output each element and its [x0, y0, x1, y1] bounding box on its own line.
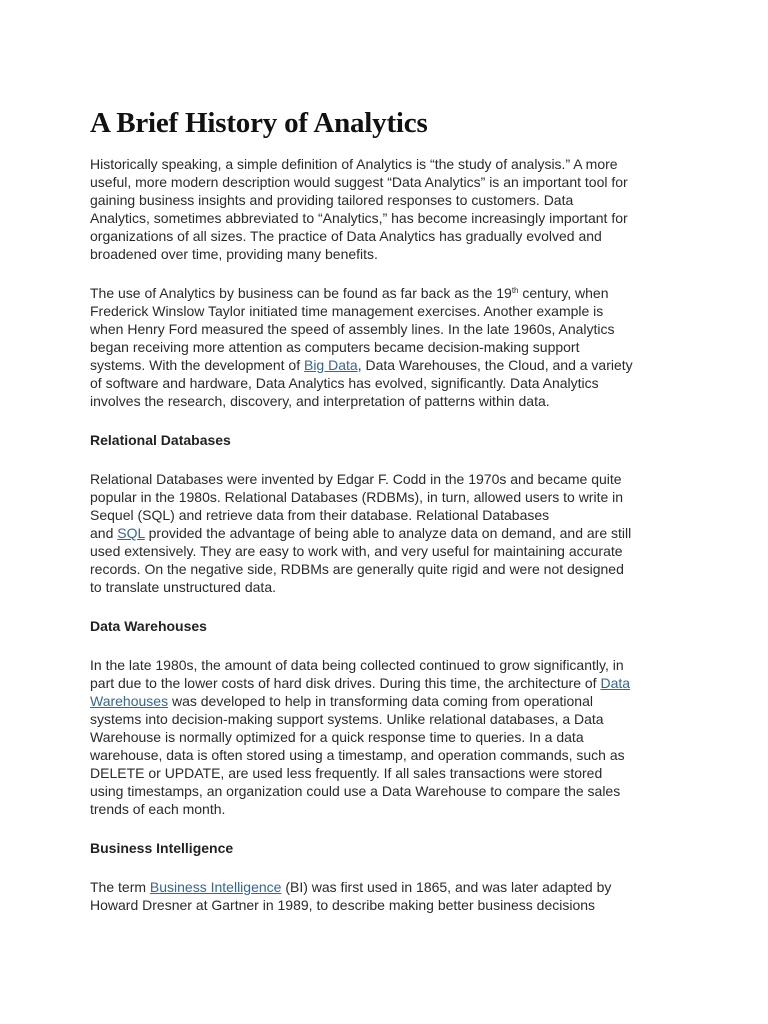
document-page [90, 105, 690, 935]
usage-text-3: , Data Warehouses, the Cloud, and a variety of software and hardware, Data Analytics has evolved, significantly. Data Analytics involves the research, discovery, and interpretation of patterns within data. [90, 357, 633, 409]
bi-text-1: The term [90, 879, 150, 895]
page-title: A Brief History of Analytics [90, 107, 428, 139]
usage-paragraph [90, 284, 690, 410]
business-intelligence-heading: Business Intelligence [90, 840, 234, 856]
relational-paragraph [90, 470, 690, 596]
warehouses-paragraph [90, 656, 690, 818]
bi-paragraph [90, 878, 690, 914]
data-warehouses-heading: Data Warehouses [90, 618, 207, 634]
intro-paragraph: Historically speaking, a simple definition of Analytics is “the study of analysis.” A more useful, more modern description would suggest “Data Analytics” is an important tool for gaining business insights and providing tailored responses to customers. Data Analytics, sometimes abbreviated to “Analytics,” has become increasingly important for organizations of all sizes. The practice of Data Analytics has gradually evolved and broadened over time, providing many benefits. [90, 156, 628, 262]
business-intelligence-link[interactable]: Business Intelligence [149, 879, 282, 895]
sql-link[interactable]: SQL [117, 525, 145, 541]
usage-text-2: century, when Frederick Winslow Taylor initiated time management exercises. Another example is when Henry Ford measured the speed of assembly lines. In the late 1960s, Analytics began receiving more attention as computers became decision-making support systems. With the development of [90, 285, 615, 373]
relational-text-1: Relational Databases were invented by Edgar F. Codd in the 1970s and became quite popular in the 1980s. Relational Databases (RDBMs), in turn, allowed users to write in Sequel (SQL) and retrieve data from their database. Relational Databases and [90, 471, 624, 541]
relational-text-2: provided the advantage of being able to analyze data on demand, and are still used extensively. They are easy to work with, and very useful for maintaining accurate records. On the negative side, RDBMs are generally quite rigid and were not designed to translate unstructured data. [90, 525, 632, 595]
usage-text-1: The use of Analytics by business can be found as far back as the 19 [90, 285, 512, 301]
big-data-link[interactable]: Big Data [303, 357, 358, 373]
warehouses-text-1: In the late 1980s, the amount of data being collected continued to grow significantly, in part due to the lower costs of hard disk drives. During this time, the architecture of [90, 657, 624, 691]
ordinal-suffix: th [511, 286, 519, 295]
warehouses-text-2: was developed to help in transforming data coming from operational systems into decision-making support systems. Unlike relational databases, a Data Warehouse is normally optimized for a quick response time to queries. In a data warehouse, data is often stored using a timestamp, and operation commands, such as DELETE or UPDATE, are used less frequently. If all sales transactions were stored using timestamps, an organization could use a Data Warehouse to compare the sales trends of each month. [90, 693, 625, 817]
relational-databases-heading: Relational Databases [90, 432, 231, 448]
data-warehouses-link[interactable]: Data Warehouses [90, 675, 631, 709]
bi-text-2: (BI) was first used in 1865, and was later adapted by Howard Dresner at Gartner in 1989, to describe making better business decisions [90, 879, 612, 913]
